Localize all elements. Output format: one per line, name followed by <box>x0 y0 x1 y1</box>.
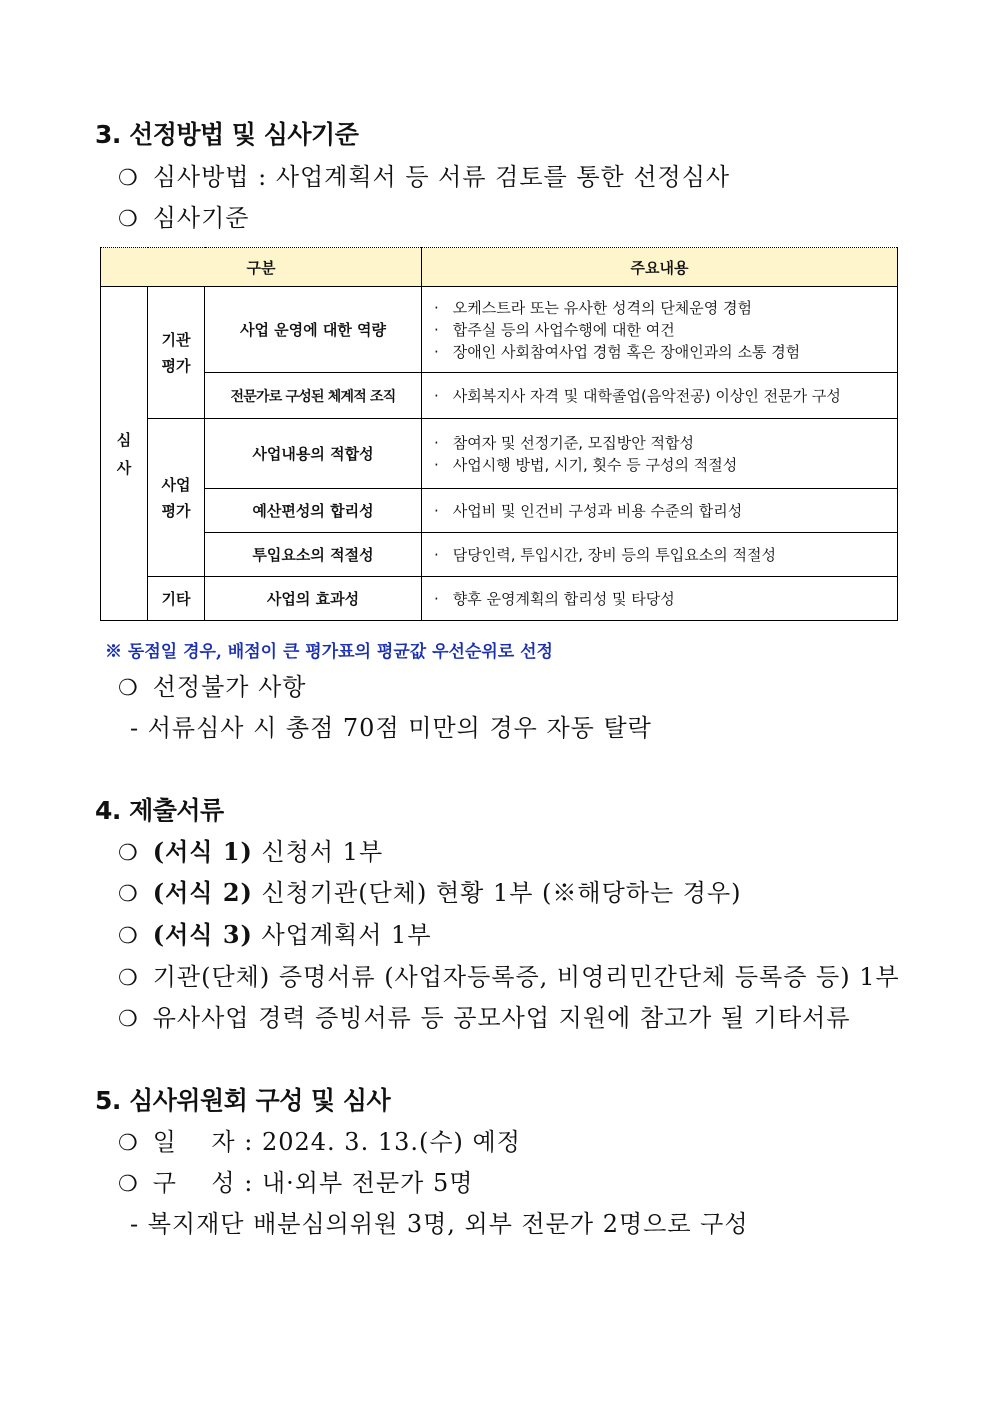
table-row <box>101 287 898 373</box>
row-contents <box>422 419 898 489</box>
document-item: ❍ (서식 2) 신청기관(단체) 현황 1부 (※해당하는 경우) <box>118 878 742 907</box>
header-category: 구분 <box>101 248 422 287</box>
circle-bullet-icon: ❍ <box>118 841 139 866</box>
table-row <box>101 373 898 419</box>
ineligible-label: ❍ 선정불가 사항 <box>118 673 307 701</box>
review-method: ❍ 심사방법 : 사업계획서 등 서류 검토를 통한 선정심사 <box>118 163 731 191</box>
section3-title: 3. 선정방법 및 심사기준 <box>95 120 359 149</box>
group-agency: 기관평가 <box>148 287 205 419</box>
content-line: · 담당인력, 투입시간, 장비 등의 투입요소의 적절성 <box>434 544 891 566</box>
document-item: ❍ 기관(단체) 증명서류 (사업자등록증, 비영리민간단체 등록증 등) 1부 <box>118 963 900 991</box>
table-row <box>101 533 898 577</box>
content-line: · 오케스트라 또는 유사한 성격의 단체운영 경험 <box>434 297 891 319</box>
row-item: 예산편성의 합리성 <box>205 489 422 533</box>
content-line: · 합주실 등의 사업수행에 대한 여건 <box>434 319 891 341</box>
ineligible-detail: - 서류심사 시 총점 70점 미만의 경우 자동 탈락 <box>130 714 652 742</box>
table-row <box>101 577 898 621</box>
document-item: ❍ 유사사업 경력 증빙서류 등 공모사업 지원에 참고가 될 기타서류 <box>118 1004 851 1032</box>
row-contents <box>422 533 898 577</box>
circle-bullet-icon: ❍ <box>118 882 139 907</box>
content-line: · 사회복지사 자격 및 대학졸업(음악전공) 이상인 전문가 구성 <box>434 385 891 407</box>
row-contents <box>422 287 898 373</box>
criteria-table <box>100 247 898 621</box>
circle-bullet-icon: ❍ <box>118 1007 139 1032</box>
circle-bullet-icon: ❍ <box>118 207 139 232</box>
group-project: 사업평가 <box>148 419 205 577</box>
row-contents <box>422 489 898 533</box>
circle-bullet-icon: ❍ <box>118 166 139 191</box>
group-main: 심사 <box>101 287 148 621</box>
row-item: 전문가로 구성된 체계적 조직 <box>205 373 422 419</box>
row-item: 사업 운영에 대한 역량 <box>205 287 422 373</box>
circle-bullet-icon: ❍ <box>118 1172 139 1197</box>
document-item: ❍ (서식 3) 사업계획서 1부 <box>118 920 432 949</box>
row-contents <box>422 577 898 621</box>
content-line: · 사업비 및 인건비 구성과 비용 수준의 합리성 <box>434 500 891 522</box>
table-header-row <box>101 248 898 287</box>
review-criteria-label: ❍ 심사기준 <box>118 204 250 232</box>
group-other: 기타 <box>148 577 205 621</box>
composition-detail: - 복지재단 배분심의위원 3명, 외부 전문가 2명으로 구성 <box>130 1210 749 1238</box>
row-contents <box>422 373 898 419</box>
content-line: · 장애인 사회참여사업 경험 혹은 장애인과의 소통 경험 <box>434 341 891 363</box>
document-item: ❍ (서식 1) 신청서 1부 <box>118 837 384 866</box>
committee-composition: ❍ 구 성 : 내·외부 전문가 5명 <box>118 1169 474 1197</box>
row-item: 투입요소의 적절성 <box>205 533 422 577</box>
row-item: 사업내용의 적합성 <box>205 419 422 489</box>
table-row <box>101 489 898 533</box>
section5-title: 5. 심사위원회 구성 및 심사 <box>95 1086 391 1115</box>
table-row <box>101 419 898 489</box>
circle-bullet-icon: ❍ <box>118 924 139 949</box>
row-item: 사업의 효과성 <box>205 577 422 621</box>
content-line: · 사업시행 방법, 시기, 횟수 등 구성의 적절성 <box>434 454 891 476</box>
tie-break-note: ※ 동점일 경우, 배점이 큰 평가표의 평균값 우선순위로 선정 <box>105 642 553 662</box>
content-line: · 향후 운영계획의 합리성 및 타당성 <box>434 588 891 610</box>
circle-bullet-icon: ❍ <box>118 1131 139 1156</box>
circle-bullet-icon: ❍ <box>118 676 139 701</box>
circle-bullet-icon: ❍ <box>118 966 139 991</box>
content-line: · 참여자 및 선정기준, 모집방안 적합성 <box>434 432 891 454</box>
review-date: ❍ 일 자 : 2024. 3. 13.(수) 예정 <box>118 1128 521 1156</box>
section4-title: 4. 제출서류 <box>95 796 224 825</box>
header-content: 주요내용 <box>422 248 898 287</box>
